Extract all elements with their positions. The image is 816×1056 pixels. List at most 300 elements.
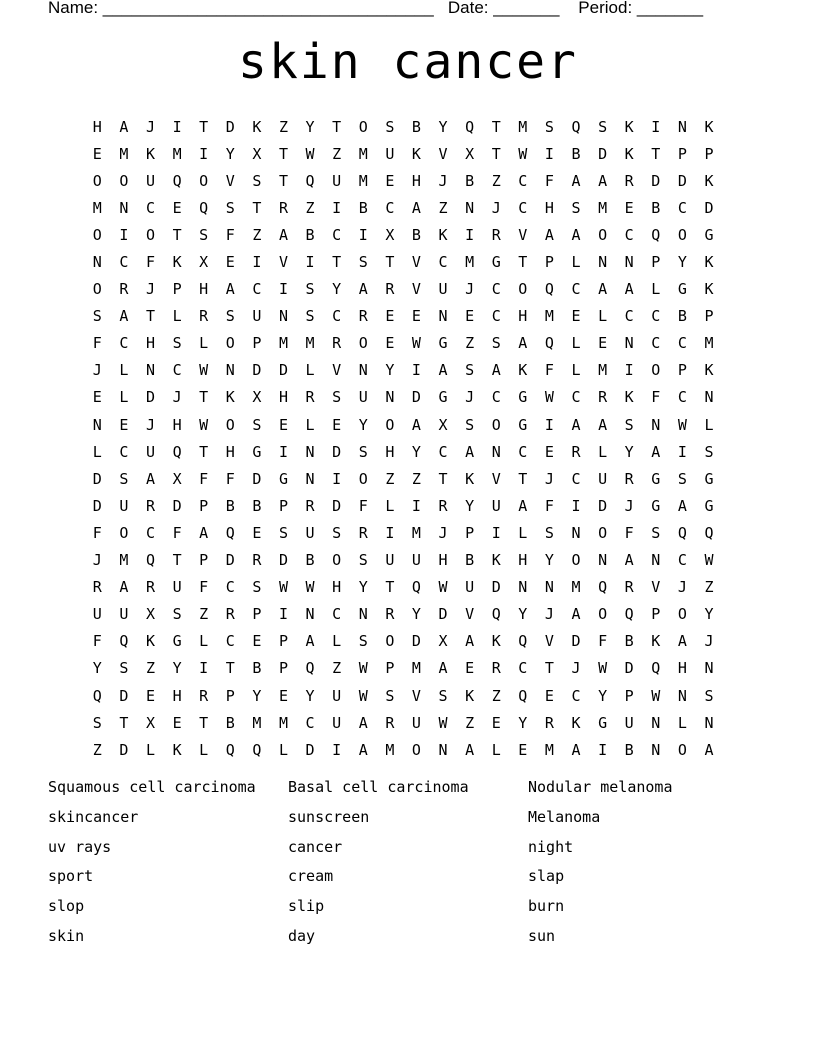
grid-letter: K	[172, 740, 182, 759]
grid-letter: O	[598, 225, 608, 244]
grid-letter: V	[411, 253, 421, 272]
grid-letter: C	[518, 198, 528, 217]
grid-letter: K	[624, 388, 634, 407]
grid-letter: R	[598, 388, 608, 407]
grid-letter: K	[624, 117, 634, 136]
grid-letter: F	[544, 361, 554, 380]
grid-letter: B	[225, 713, 235, 732]
grid-letter: N	[704, 388, 714, 407]
grid-letter: O	[571, 551, 581, 570]
grid-letter: C	[332, 605, 342, 624]
grid-letter: T	[172, 551, 182, 570]
grid-letter: P	[624, 686, 634, 705]
grid-letter: S	[358, 253, 368, 272]
grid-letter: Q	[225, 740, 235, 759]
grid-letter: E	[172, 713, 182, 732]
grid-letter: D	[252, 469, 262, 488]
grid-letter: U	[385, 144, 395, 163]
grid-letter: W	[358, 659, 368, 678]
word-bank-item: Basal cell carcinoma	[288, 778, 469, 796]
grid-letter: N	[305, 442, 315, 461]
grid-letter: C	[119, 334, 129, 353]
grid-letter: D	[225, 551, 235, 570]
grid-letter: S	[544, 117, 554, 136]
grid-letter: E	[225, 253, 235, 272]
word-bank-item: uv rays	[48, 837, 112, 856]
grid-letter: F	[92, 334, 102, 353]
grid-letter: U	[172, 578, 182, 597]
grid-letter: P	[465, 523, 475, 542]
grid-letter: N	[704, 659, 714, 678]
grid-letter: P	[278, 496, 288, 515]
grid-letter: C	[571, 469, 581, 488]
grid-letter: G	[172, 632, 182, 651]
grid-letter: S	[199, 225, 209, 244]
grid-letter: C	[677, 388, 687, 407]
grid-letter: Y	[358, 578, 368, 597]
grid-letter: O	[677, 225, 687, 244]
grid-letter: A	[411, 415, 421, 434]
grid-letter: R	[544, 713, 554, 732]
grid-letter: Q	[518, 632, 528, 651]
grid-letter: W	[305, 144, 315, 163]
grid-letter: S	[252, 415, 262, 434]
grid-letter: H	[544, 198, 554, 217]
grid-letter: V	[544, 632, 554, 651]
grid-letter: M	[172, 144, 182, 163]
grid-letter: Y	[252, 686, 262, 705]
grid-letter: R	[571, 442, 581, 461]
grid-letter: L	[385, 496, 395, 515]
grid-letter: U	[145, 171, 155, 190]
grid-letter: A	[305, 632, 315, 651]
grid-letter: B	[252, 659, 262, 678]
grid-letter: Y	[465, 496, 475, 515]
grid-letter: T	[651, 144, 661, 163]
grid-letter: C	[225, 632, 235, 651]
grid-letter: H	[332, 578, 342, 597]
grid-letter: N	[305, 469, 315, 488]
grid-letter: L	[677, 713, 687, 732]
grid-letter: S	[544, 523, 554, 542]
grid-letter: W	[598, 659, 608, 678]
grid-letter: Q	[544, 280, 554, 299]
grid-letter: X	[385, 225, 395, 244]
word-bank-item: skincancer	[48, 807, 139, 826]
grid-letter: S	[598, 117, 608, 136]
grid-letter: F	[199, 578, 209, 597]
grid-letter: C	[385, 198, 395, 217]
grid-letter: L	[598, 307, 608, 326]
grid-letter: A	[544, 225, 554, 244]
grid-letter: K	[145, 632, 155, 651]
grid-letter: Q	[252, 740, 262, 759]
grid-letter: Q	[491, 605, 501, 624]
grid-letter: A	[677, 496, 687, 515]
grid-letter: F	[225, 225, 235, 244]
grid-letter: S	[305, 307, 315, 326]
grid-letter: H	[225, 442, 235, 461]
grid-letter: U	[332, 713, 342, 732]
grid-letter: Y	[518, 605, 528, 624]
grid-letter: W	[199, 361, 209, 380]
grid-letter: I	[385, 523, 395, 542]
grid-letter: R	[332, 334, 342, 353]
grid-letter: R	[145, 496, 155, 515]
grid-letter: Y	[225, 144, 235, 163]
grid-letter: S	[278, 523, 288, 542]
grid-letter: I	[332, 198, 342, 217]
grid-letter: I	[624, 361, 634, 380]
grid-letter: B	[624, 632, 634, 651]
grid-letter: F	[199, 469, 209, 488]
grid-letter: E	[571, 307, 581, 326]
grid-letter: S	[92, 307, 102, 326]
grid-letter: W	[518, 144, 528, 163]
grid-letter: U	[332, 171, 342, 190]
grid-letter: X	[145, 713, 155, 732]
grid-letter: C	[119, 442, 129, 461]
grid-letter: T	[438, 469, 448, 488]
grid-letter: O	[598, 605, 608, 624]
grid-letter: S	[119, 469, 129, 488]
grid-letter: V	[491, 469, 501, 488]
grid-letter: B	[571, 144, 581, 163]
grid-letter: E	[119, 415, 129, 434]
grid-letter: N	[145, 361, 155, 380]
grid-letter: L	[119, 388, 129, 407]
grid-letter: R	[385, 713, 395, 732]
grid-letter: G	[651, 496, 661, 515]
grid-letter: R	[385, 605, 395, 624]
grid-letter: C	[145, 198, 155, 217]
grid-letter: A	[571, 225, 581, 244]
grid-letter: M	[544, 740, 554, 759]
grid-letter: Q	[225, 523, 235, 542]
grid-letter: Y	[172, 659, 182, 678]
grid-letter: L	[651, 280, 661, 299]
grid-letter: X	[172, 469, 182, 488]
grid-letter: S	[465, 415, 475, 434]
grid-letter: U	[145, 442, 155, 461]
grid-letter: H	[385, 442, 395, 461]
grid-letter: P	[651, 605, 661, 624]
grid-letter: A	[518, 334, 528, 353]
grid-letter: M	[119, 144, 129, 163]
grid-letter: Y	[305, 686, 315, 705]
grid-letter: E	[624, 198, 634, 217]
grid-letter: V	[651, 578, 661, 597]
grid-letter: U	[305, 523, 315, 542]
grid-letter: P	[677, 144, 687, 163]
grid-letter: L	[199, 334, 209, 353]
grid-letter: U	[438, 280, 448, 299]
grid-letter: U	[491, 496, 501, 515]
grid-letter: O	[491, 415, 501, 434]
grid-letter: N	[92, 253, 102, 272]
grid-letter: T	[252, 198, 262, 217]
grid-letter: A	[598, 415, 608, 434]
grid-letter: Y	[624, 442, 634, 461]
grid-letter: S	[332, 388, 342, 407]
grid-letter: O	[145, 225, 155, 244]
grid-letter: V	[332, 361, 342, 380]
grid-letter: W	[358, 686, 368, 705]
grid-letter: Q	[651, 659, 661, 678]
grid-letter: G	[518, 415, 528, 434]
grid-letter: A	[571, 171, 581, 190]
grid-letter: W	[544, 388, 554, 407]
grid-letter: A	[199, 523, 209, 542]
grid-letter: F	[544, 496, 554, 515]
grid-letter: L	[491, 740, 501, 759]
grid-letter: A	[651, 442, 661, 461]
grid-letter: N	[119, 198, 129, 217]
grid-letter: N	[358, 361, 368, 380]
grid-letter: S	[571, 198, 581, 217]
grid-letter: H	[518, 307, 528, 326]
grid-letter: I	[358, 225, 368, 244]
grid-letter: E	[518, 740, 528, 759]
grid-letter: S	[252, 171, 262, 190]
grid-letter: Z	[704, 578, 714, 597]
grid-letter: N	[624, 334, 634, 353]
grid-letter: J	[544, 469, 554, 488]
grid-letter: L	[278, 740, 288, 759]
grid-letter: C	[172, 361, 182, 380]
grid-letter: A	[358, 713, 368, 732]
grid-letter: Z	[491, 686, 501, 705]
grid-letter: B	[465, 551, 475, 570]
grid-letter: K	[704, 171, 714, 190]
grid-letter: O	[225, 415, 235, 434]
grid-letter: G	[651, 469, 661, 488]
grid-letter: Q	[172, 442, 182, 461]
grid-letter: O	[119, 171, 129, 190]
grid-letter: E	[385, 171, 395, 190]
grid-letter: R	[491, 659, 501, 678]
grid-letter: J	[438, 523, 448, 542]
grid-letter: I	[544, 415, 554, 434]
grid-letter: T	[385, 253, 395, 272]
grid-letter: K	[704, 253, 714, 272]
grid-letter: Z	[411, 469, 421, 488]
grid-letter: B	[677, 307, 687, 326]
grid-letter: F	[92, 632, 102, 651]
grid-letter: C	[624, 307, 634, 326]
grid-letter: G	[278, 469, 288, 488]
grid-letter: E	[465, 307, 475, 326]
grid-letter: S	[92, 713, 102, 732]
grid-letter: Z	[199, 605, 209, 624]
grid-letter: L	[704, 415, 714, 434]
grid-letter: W	[199, 415, 209, 434]
grid-letter: M	[704, 334, 714, 353]
grid-letter: T	[199, 388, 209, 407]
grid-letter: M	[465, 253, 475, 272]
grid-letter: S	[704, 442, 714, 461]
grid-letter: R	[199, 686, 209, 705]
grid-letter: Y	[518, 713, 528, 732]
grid-letter: L	[518, 523, 528, 542]
grid-letter: E	[544, 686, 554, 705]
grid-letter: K	[438, 225, 448, 244]
grid-letter: W	[411, 334, 421, 353]
word-bank-item: skin	[48, 926, 85, 945]
word-bank-item: Nodular melanoma	[528, 778, 673, 796]
grid-letter: E	[145, 686, 155, 705]
grid-letter: T	[225, 659, 235, 678]
grid-letter: S	[465, 361, 475, 380]
grid-letter: Z	[332, 144, 342, 163]
grid-letter: I	[544, 144, 554, 163]
grid-letter: G	[491, 253, 501, 272]
grid-letter: L	[199, 740, 209, 759]
grid-letter: K	[704, 117, 714, 136]
grid-letter: O	[651, 361, 661, 380]
grid-letter: T	[332, 253, 342, 272]
grid-letter: S	[172, 605, 182, 624]
grid-letter: A	[358, 280, 368, 299]
grid-letter: M	[411, 659, 421, 678]
grid-letter: B	[465, 171, 475, 190]
grid-letter: W	[438, 713, 448, 732]
grid-letter: S	[119, 659, 129, 678]
grid-letter: F	[225, 469, 235, 488]
grid-letter: B	[252, 496, 262, 515]
grid-letter: F	[172, 523, 182, 542]
grid-letter: Q	[119, 632, 129, 651]
grid-letter: F	[358, 496, 368, 515]
grid-letter: D	[252, 361, 262, 380]
grid-letter: Z	[305, 198, 315, 217]
grid-letter: W	[278, 578, 288, 597]
word-bank-item: cancer	[288, 837, 343, 856]
grid-letter: U	[411, 551, 421, 570]
grid-letter: T	[145, 307, 155, 326]
grid-letter: E	[332, 415, 342, 434]
grid-letter: N	[598, 551, 608, 570]
grid-letter: A	[465, 740, 475, 759]
grid-letter: S	[172, 334, 182, 353]
grid-letter: O	[518, 280, 528, 299]
grid-letter: X	[199, 253, 209, 272]
grid-letter: L	[571, 334, 581, 353]
grid-letter: K	[252, 117, 262, 136]
grid-letter: R	[278, 198, 288, 217]
grid-letter: A	[438, 659, 448, 678]
grid-letter: H	[411, 171, 421, 190]
grid-letter: Q	[598, 578, 608, 597]
grid-letter: O	[119, 523, 129, 542]
grid-letter: W	[305, 578, 315, 597]
grid-letter: O	[92, 280, 102, 299]
grid-letter: R	[199, 307, 209, 326]
grid-letter: Q	[544, 334, 554, 353]
grid-letter: V	[465, 605, 475, 624]
grid-letter: N	[677, 686, 687, 705]
grid-letter: J	[677, 578, 687, 597]
grid-letter: D	[571, 632, 581, 651]
grid-letter: I	[278, 605, 288, 624]
word-bank-item: sun	[528, 926, 556, 945]
grid-letter: N	[651, 740, 661, 759]
grid-letter: C	[491, 388, 501, 407]
grid-letter: H	[438, 551, 448, 570]
grid-letter: D	[332, 442, 342, 461]
grid-letter: K	[145, 144, 155, 163]
grid-letter: I	[119, 225, 129, 244]
grid-letter: Z	[252, 225, 262, 244]
grid-letter: Y	[544, 551, 554, 570]
grid-letter: B	[305, 551, 315, 570]
word-bank-item: cream	[288, 867, 334, 886]
grid-letter: C	[438, 253, 448, 272]
grid-letter: C	[651, 307, 661, 326]
grid-letter: H	[92, 117, 102, 136]
grid-letter: M	[571, 578, 581, 597]
grid-letter: L	[571, 253, 581, 272]
grid-letter: J	[92, 551, 102, 570]
word-bank-item: sport	[48, 867, 94, 886]
grid-letter: A	[624, 280, 634, 299]
word-bank-item: slop	[48, 897, 85, 916]
grid-letter: P	[544, 253, 554, 272]
grid-letter: X	[145, 605, 155, 624]
grid-letter: C	[305, 713, 315, 732]
grid-letter: D	[278, 361, 288, 380]
grid-letter: Q	[624, 605, 634, 624]
grid-letter: F	[92, 523, 102, 542]
grid-letter: O	[199, 171, 209, 190]
grid-letter: U	[252, 307, 262, 326]
grid-letter: E	[92, 144, 102, 163]
grid-letter: P	[225, 686, 235, 705]
grid-letter: P	[677, 361, 687, 380]
grid-letter: H	[172, 686, 182, 705]
grid-letter: J	[571, 659, 581, 678]
grid-letter: D	[278, 551, 288, 570]
grid-letter: T	[199, 117, 209, 136]
grid-letter: P	[199, 551, 209, 570]
grid-letter: D	[92, 469, 102, 488]
grid-letter: B	[411, 225, 421, 244]
grid-letter: M	[278, 334, 288, 353]
grid-letter: R	[624, 469, 634, 488]
grid-letter: M	[358, 144, 368, 163]
grid-letter: R	[358, 523, 368, 542]
grid-letter: P	[199, 496, 209, 515]
grid-letter: U	[385, 551, 395, 570]
grid-letter: N	[651, 713, 661, 732]
grid-letter: K	[491, 632, 501, 651]
grid-letter: E	[385, 307, 395, 326]
grid-letter: S	[305, 280, 315, 299]
grid-letter: S	[225, 307, 235, 326]
grid-letter: J	[172, 388, 182, 407]
grid-letter: E	[598, 334, 608, 353]
grid-letter: C	[677, 334, 687, 353]
grid-letter: S	[358, 632, 368, 651]
grid-letter: I	[305, 253, 315, 272]
grid-letter: Q	[305, 659, 315, 678]
grid-letter: I	[199, 144, 209, 163]
grid-letter: U	[358, 388, 368, 407]
grid-letter: E	[278, 415, 288, 434]
grid-letter: Y	[385, 361, 395, 380]
grid-letter: F	[145, 253, 155, 272]
grid-letter: C	[518, 171, 528, 190]
